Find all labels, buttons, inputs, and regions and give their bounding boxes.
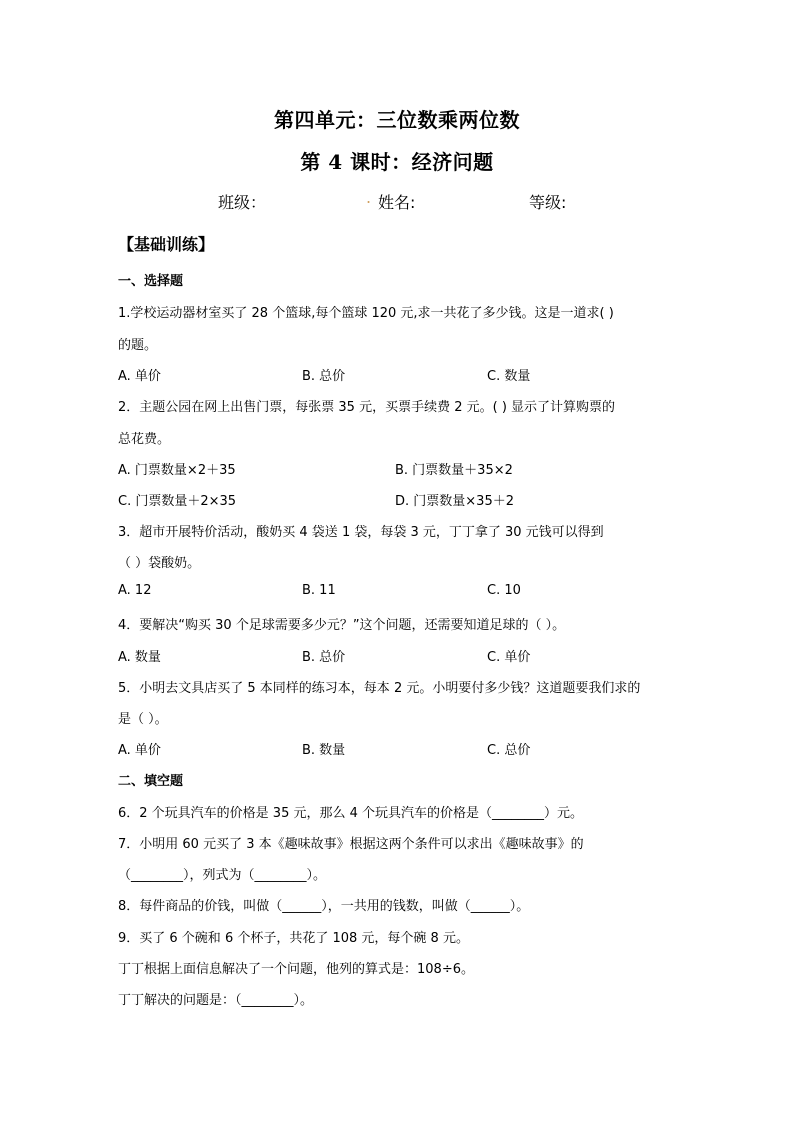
q4-option-b: B. 总价 <box>302 650 346 665</box>
q6-line: 6．2 个玩具汽车的价格是 35 元，那么 4 个玩具汽车的价格是（________）元。 <box>118 806 584 821</box>
part2-heading: 二、填空题 <box>118 774 184 789</box>
q2-option-a: A. 门票数量×2＋35 <box>118 463 236 478</box>
q3-option-c: C. 10 <box>487 583 521 598</box>
q2-line2: 总花费。 <box>118 432 171 447</box>
class-label: 班级： <box>218 193 267 212</box>
q3-line1: 3．超市开展特价活动，酸奶买 4 袋送 1 袋，每袋 3 元，丁丁拿了 30 元钱可以得到 <box>118 525 604 540</box>
page-title: 第四单元：三位数乘两位数 <box>274 108 520 132</box>
q4-option-c: C. 单价 <box>487 650 531 665</box>
q7-line1: 7．小明用 60 元买了 3 本《趣味故事》根据这两个条件可以求出《趣味故事》的 <box>118 837 584 852</box>
q9-line3: 丁丁解决的问题是：（________）。 <box>118 993 314 1008</box>
q2-option-c: C. 门票数量＋2×35 <box>118 494 237 509</box>
q5-line2: 是（ ）。 <box>118 712 168 727</box>
part1-heading: 一、选择题 <box>118 274 184 289</box>
q2-line1: 2．主题公园在网上出售门票，每张票 35 元，买票手续费 2 元。( ) 显示了计算购票的 <box>118 400 616 415</box>
q5-line1: 5．小明去文具店买了 5 本同样的练习本，每本 2 元。小明要付多少钱？这道题要我们求的 <box>118 681 641 696</box>
q3-line2: （ ）袋酸奶。 <box>118 556 201 571</box>
q1-option-a: A. 单价 <box>118 369 161 384</box>
q4-line1: 4．要解决“购买 30 个足球需要多少元？”这个问题，还需要知道足球的（ ）。 <box>118 618 566 633</box>
section-label: 【基础训练】 <box>118 235 215 254</box>
q9-line1: 9．买了 6 个碗和 6 个杯子，共花了 108 元，每个碗 8 元。 <box>118 931 469 946</box>
q5-option-b: B. 数量 <box>302 743 346 758</box>
q3-option-b: B. 11 <box>302 583 336 598</box>
name-label: 姓名: <box>378 193 416 212</box>
q1-line2: 的题。 <box>118 338 158 353</box>
q7-line2: （________），列式为（________）。 <box>118 868 327 883</box>
grade-label: 等级: <box>529 193 567 212</box>
q8-line: 8．每件商品的价钱，叫做（______），一共用的钱数，叫做（______）。 <box>118 899 530 914</box>
q1-line1: 1.学校运动器材室买了 28 个篮球,每个篮球 120 元,求一共花了多少钱。这是一道求( ) <box>118 306 614 321</box>
q3-option-a: A. 12 <box>118 583 152 598</box>
q2-option-d: D. 门票数量×35＋2 <box>395 494 514 509</box>
dot-mark: . <box>366 188 372 207</box>
q5-option-c: C. 总价 <box>487 743 531 758</box>
q1-option-b: B. 总价 <box>302 369 346 384</box>
q1-option-c: C. 数量 <box>487 369 531 384</box>
q5-option-a: A. 单价 <box>118 743 161 758</box>
q4-option-a: A. 数量 <box>118 650 161 665</box>
q9-line2: 丁丁根据上面信息解决了一个问题，他列的算式是：108÷6。 <box>118 962 474 977</box>
page-subtitle: 第 4 课时：经济问题 <box>300 150 494 174</box>
q2-option-b: B. 门票数量＋35×2 <box>395 463 513 478</box>
